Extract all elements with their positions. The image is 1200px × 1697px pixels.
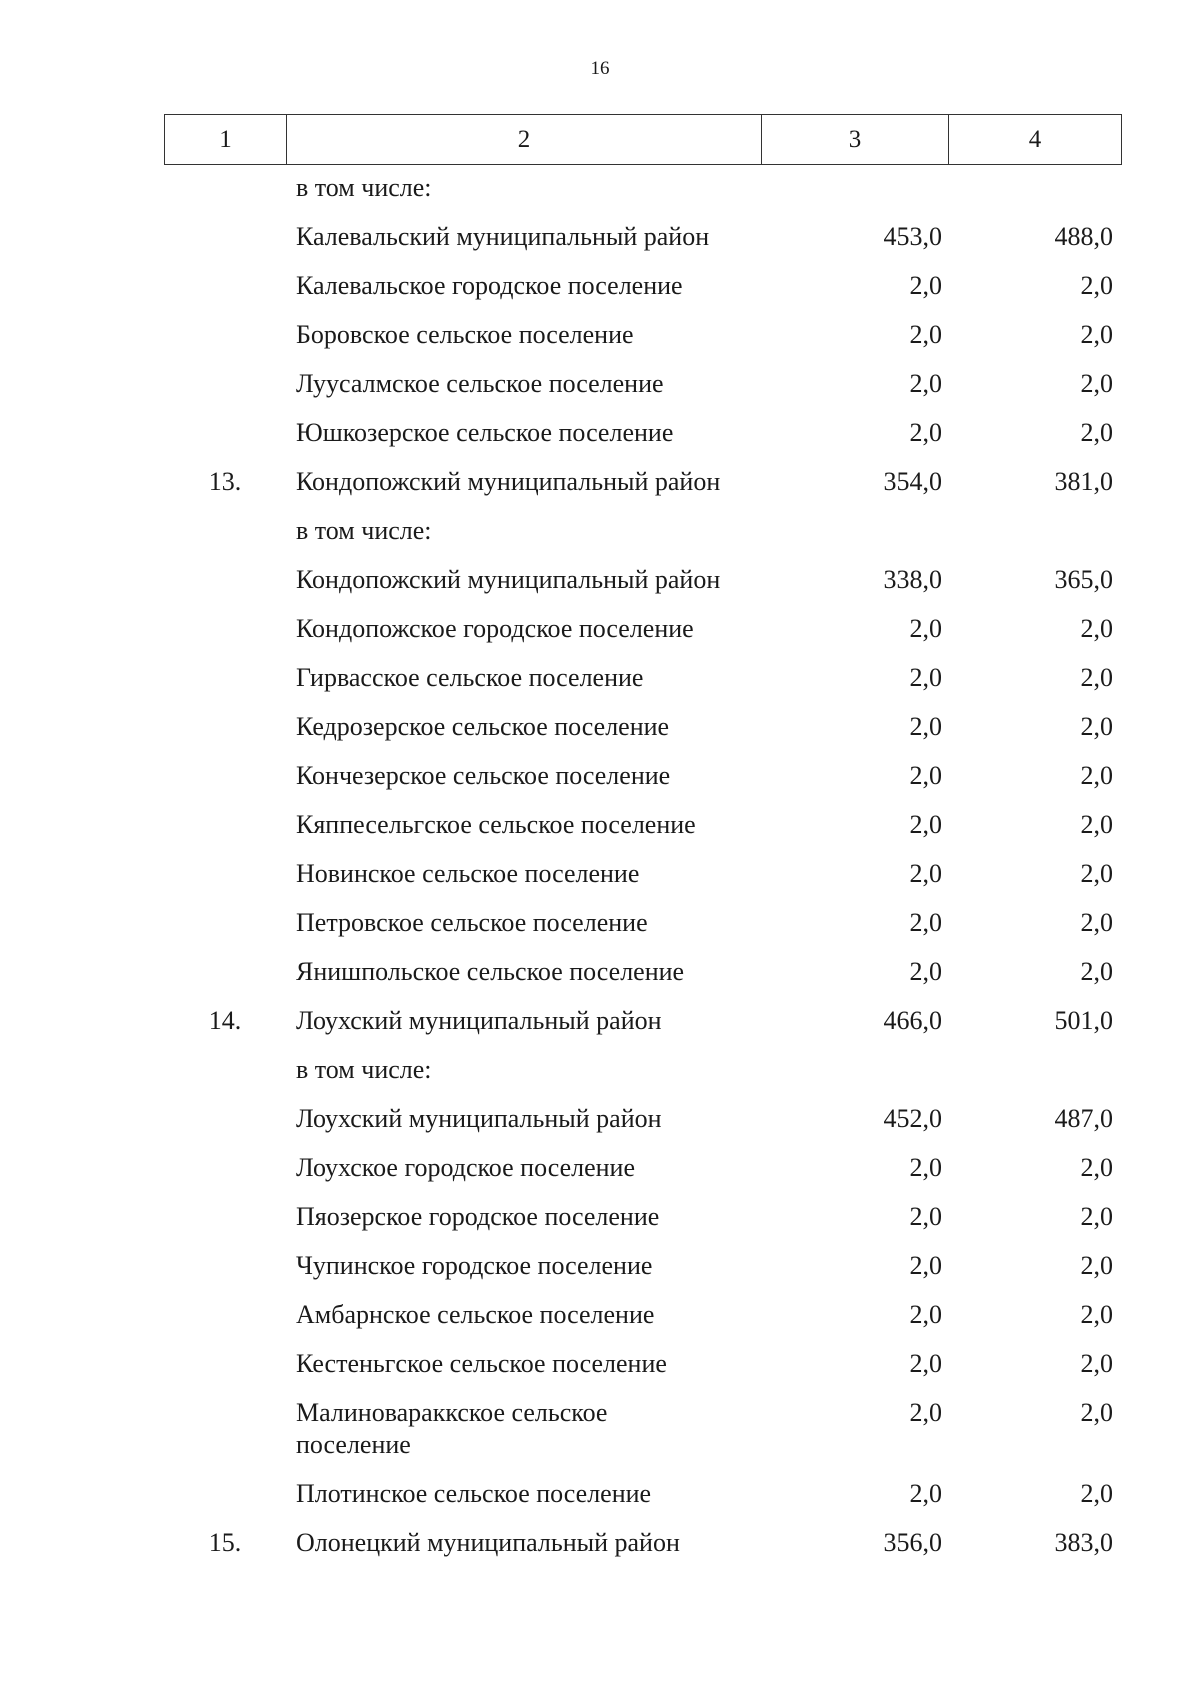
row-value-col4: 2,0 [1080, 418, 1113, 447]
table-body [0, 172, 1200, 1576]
row-name: Чупинское городское поселение [296, 1251, 653, 1280]
row-number: 15. [208, 1528, 242, 1557]
row-name: Лоухский муниципальный район [296, 1104, 662, 1133]
row-name: Юшкозерское сельское поселение [296, 418, 674, 447]
row-name: Калевальский муниципальный район [296, 222, 710, 251]
table-row [0, 613, 1200, 662]
row-value-col4: 2,0 [1080, 761, 1113, 790]
table-row [0, 1201, 1200, 1250]
table-row [0, 466, 1200, 515]
row-name: Новинское сельское поселение [296, 859, 640, 888]
table-row [0, 1478, 1200, 1527]
row-value-col4: 2,0 [1080, 1349, 1113, 1378]
table-row [0, 809, 1200, 858]
row-value-col4: 2,0 [1080, 614, 1113, 643]
row-value-col4: 381,0 [1054, 467, 1113, 496]
row-value-col3: 354,0 [883, 467, 942, 496]
table-row [0, 221, 1200, 270]
row-value-col3: 2,0 [909, 1153, 942, 1182]
table-row [0, 1397, 1200, 1478]
row-name: Кондопожский муниципальный район [296, 565, 721, 594]
table-header [164, 114, 1122, 165]
row-name: Пяозерское городское поселение [296, 1202, 660, 1231]
row-value-col3: 2,0 [909, 271, 942, 300]
table-row [0, 956, 1200, 1005]
row-name: в том числе: [296, 1055, 432, 1084]
row-name: Луусалмское сельское поселение [296, 369, 664, 398]
row-value-col3: 338,0 [883, 565, 942, 594]
row-name: Гирвасское сельское поселение [296, 663, 644, 692]
table-row [0, 662, 1200, 711]
row-value-col3: 466,0 [883, 1006, 942, 1035]
row-value-col3: 2,0 [909, 908, 942, 937]
row-name: Петровское сельское поселение [296, 908, 648, 937]
table-row [0, 711, 1200, 760]
table-row [0, 1152, 1200, 1201]
row-name: Кяппесельгское сельское поселение [296, 810, 696, 839]
row-value-col3: 2,0 [909, 320, 942, 349]
row-value-col3: 452,0 [883, 1104, 942, 1133]
row-name: Кондопожский муниципальный район [296, 467, 721, 496]
row-name: Лоухский муниципальный район [296, 1006, 662, 1035]
table-row [0, 760, 1200, 809]
row-value-col3: 2,0 [909, 761, 942, 790]
row-value-col3: 2,0 [909, 663, 942, 692]
row-value-col3: 2,0 [909, 614, 942, 643]
row-value-col4: 487,0 [1054, 1104, 1113, 1133]
row-value-col4: 2,0 [1080, 1202, 1113, 1231]
row-name: Боровское сельское поселение [296, 320, 634, 349]
row-value-col3: 2,0 [909, 369, 942, 398]
table-row [0, 1250, 1200, 1299]
row-name: Кестеньгское сельское поселение [296, 1349, 667, 1378]
row-number: 13. [208, 467, 242, 496]
row-name: Янишпольское сельское поселение [296, 957, 685, 986]
row-value-col3: 2,0 [909, 1300, 942, 1329]
row-name: Олонецкий муниципальный район [296, 1528, 680, 1557]
table-row [0, 1103, 1200, 1152]
row-name: Лоухское городское поселение [296, 1153, 636, 1182]
row-value-col4: 2,0 [1080, 1300, 1113, 1329]
row-name: в том числе: [296, 173, 432, 202]
row-value-col3: 2,0 [909, 1251, 942, 1280]
table-row [0, 368, 1200, 417]
row-value-col4: 383,0 [1054, 1528, 1113, 1557]
header-col-2: 2 [287, 115, 762, 164]
row-value-col3: 2,0 [909, 1202, 942, 1231]
row-value-col4: 2,0 [1080, 908, 1113, 937]
row-value-col3: 2,0 [909, 418, 942, 447]
row-name: Амбарнское сельское поселение [296, 1300, 655, 1329]
row-value-col4: 2,0 [1080, 271, 1113, 300]
row-value-col4: 488,0 [1054, 222, 1113, 251]
table-row [0, 907, 1200, 956]
table-row [0, 1054, 1200, 1103]
row-name: Плотинское сельское поселение [296, 1479, 652, 1508]
row-value-col4: 501,0 [1054, 1006, 1113, 1035]
row-name: Калевальское городское поселение [296, 271, 683, 300]
row-value-col4: 2,0 [1080, 957, 1113, 986]
row-value-col3: 2,0 [909, 1479, 942, 1508]
table-row [0, 564, 1200, 613]
table-row [0, 1348, 1200, 1397]
row-value-col3: 2,0 [909, 1398, 942, 1427]
row-value-col3: 453,0 [883, 222, 942, 251]
row-value-col4: 2,0 [1080, 1153, 1113, 1182]
table-row [0, 270, 1200, 319]
header-col-4: 4 [1028, 125, 1042, 153]
table-row [0, 319, 1200, 368]
row-value-col4: 2,0 [1080, 1251, 1113, 1280]
row-name: Кончезерское сельское поселение [296, 761, 671, 790]
row-value-col4: 2,0 [1080, 712, 1113, 741]
header-col-1: 1 [165, 115, 287, 164]
row-value-col3: 2,0 [909, 810, 942, 839]
row-name: Кедрозерское сельское поселение [296, 712, 670, 741]
row-value-col4: 2,0 [1080, 1479, 1113, 1508]
table-row [0, 417, 1200, 466]
row-value-col4: 365,0 [1054, 565, 1113, 594]
table-row [0, 1005, 1200, 1054]
row-value-col3: 2,0 [909, 957, 942, 986]
page-number: 16 [590, 58, 610, 79]
row-value-col4: 2,0 [1080, 320, 1113, 349]
row-value-col3: 2,0 [909, 712, 942, 741]
row-value-col3: 2,0 [909, 859, 942, 888]
row-name: в том числе: [296, 516, 432, 545]
row-value-col3: 2,0 [909, 1349, 942, 1378]
row-value-col4: 2,0 [1080, 1398, 1113, 1427]
table-row [0, 172, 1200, 221]
table-row [0, 515, 1200, 564]
row-name: Малиновараккское сельское поселение [296, 1398, 608, 1459]
header-col-3: 3 [762, 115, 949, 164]
table-row [0, 1527, 1200, 1576]
table-row [0, 1299, 1200, 1348]
row-value-col4: 2,0 [1080, 663, 1113, 692]
table-row [0, 858, 1200, 907]
row-name: Кондопожское городское поселение [296, 614, 694, 643]
row-value-col4: 2,0 [1080, 859, 1113, 888]
row-value-col4: 2,0 [1080, 369, 1113, 398]
row-value-col3: 356,0 [883, 1528, 942, 1557]
row-number: 14. [208, 1006, 242, 1035]
row-value-col4: 2,0 [1080, 810, 1113, 839]
